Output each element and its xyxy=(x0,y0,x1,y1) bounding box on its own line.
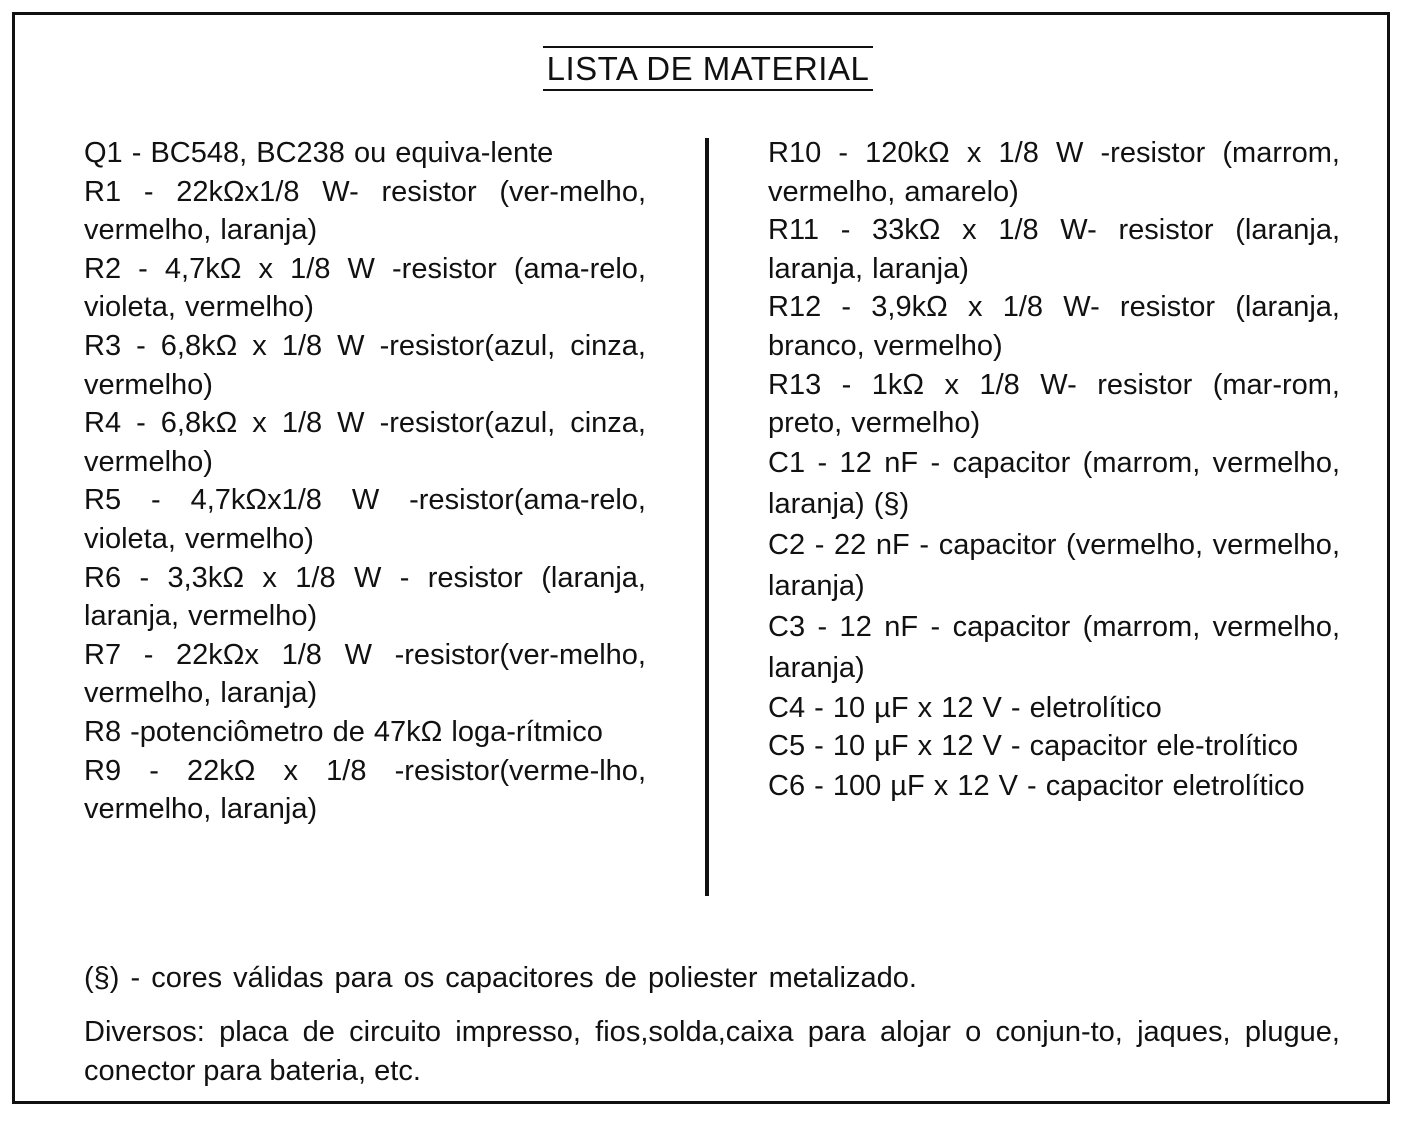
parts-list-item-r12: R12 - 3,9kΩ x 1/8 W- resistor (laranja, branco, vermelho) xyxy=(768,291,1340,362)
parts-list-item-r2: R2 - 4,7kΩ x 1/8 W -resistor (ama-relo, violeta, vermelho) xyxy=(84,252,646,324)
right-column xyxy=(768,134,1340,807)
parts-list-item-r1: R1 - 22kΩx1/8 W- resistor (ver-melho, vermelho, laranja) xyxy=(84,175,646,247)
document-title: LISTA DE MATERIAL xyxy=(543,46,874,91)
parts-list-item-r6: R6 - 3,3kΩ x 1/8 W - resistor (laranja, laranja, vermelho) xyxy=(84,561,646,633)
parts-list-item-r10: R10 - 120kΩ x 1/8 W -resistor (marrom, vermelho, amarelo) xyxy=(768,137,1340,208)
parts-list-item-c4: C4 - 10 µF x 12 V - eletrolítico xyxy=(768,691,1162,724)
column-divider xyxy=(705,138,709,896)
parts-list-item-r5: R5 - 4,7kΩx1/8 W -resistor(ama-relo, violeta, vermelho) xyxy=(84,484,646,555)
parts-list-item-q1: Q1 - BC548, BC238 ou equiva-lente xyxy=(84,137,554,169)
document-title-wrapper xyxy=(0,46,1416,91)
parts-list-item-c1: C1 - 12 nF - capacitor (marrom, vermelho, laranja) (§) xyxy=(768,446,1340,520)
parts-list-item-r8: R8 -potenciômetro de 47kΩ loga-rítmico xyxy=(84,715,603,748)
parts-list-item-r3: R3 - 6,8kΩ x 1/8 W -resistor(azul, cinza, vermelho) xyxy=(84,329,646,401)
parts-list-item-r11: R11 - 33kΩ x 1/8 W- resistor (laranja, laranja, laranja) xyxy=(768,214,1340,285)
parts-list-item-r7: R7 - 22kΩx 1/8 W -resistor(ver-melho, vermelho, laranja) xyxy=(84,638,646,710)
parts-list-item-c5: C5 - 10 µF x 12 V - capacitor ele-trolítico xyxy=(768,730,1299,763)
parts-list-item-c3: C3 - 12 nF - capacitor (marrom, vermelho, laranja) xyxy=(768,610,1340,684)
capacitor-color-note: (§) - cores válidas para os capacitores de poliester metalizado. xyxy=(84,962,917,994)
parts-list-item-r9: R9 - 22kΩ x 1/8 -resistor(verme-lho, vermelho, laranja) xyxy=(84,754,646,826)
parts-list-item-c6: C6 - 100 µF x 12 V - capacitor eletrolítico xyxy=(768,769,1305,802)
left-column xyxy=(84,134,646,829)
parts-list-item-r13: R13 - 1kΩ x 1/8 W- resistor (mar-rom, preto, vermelho) xyxy=(768,368,1340,440)
parts-list-item-c2: C2 - 22 nF - capacitor (vermelho, vermelho, laranja) xyxy=(768,528,1340,602)
parts-list-item-r4: R4 - 6,8kΩ x 1/8 W -resistor(azul, cinza, vermelho) xyxy=(84,407,646,478)
miscellaneous-items: Diversos: placa de circuito impresso, fios,solda,caixa para alojar o conjun-to, jaques, plugue, conector para bateria, etc. xyxy=(84,1016,1340,1087)
